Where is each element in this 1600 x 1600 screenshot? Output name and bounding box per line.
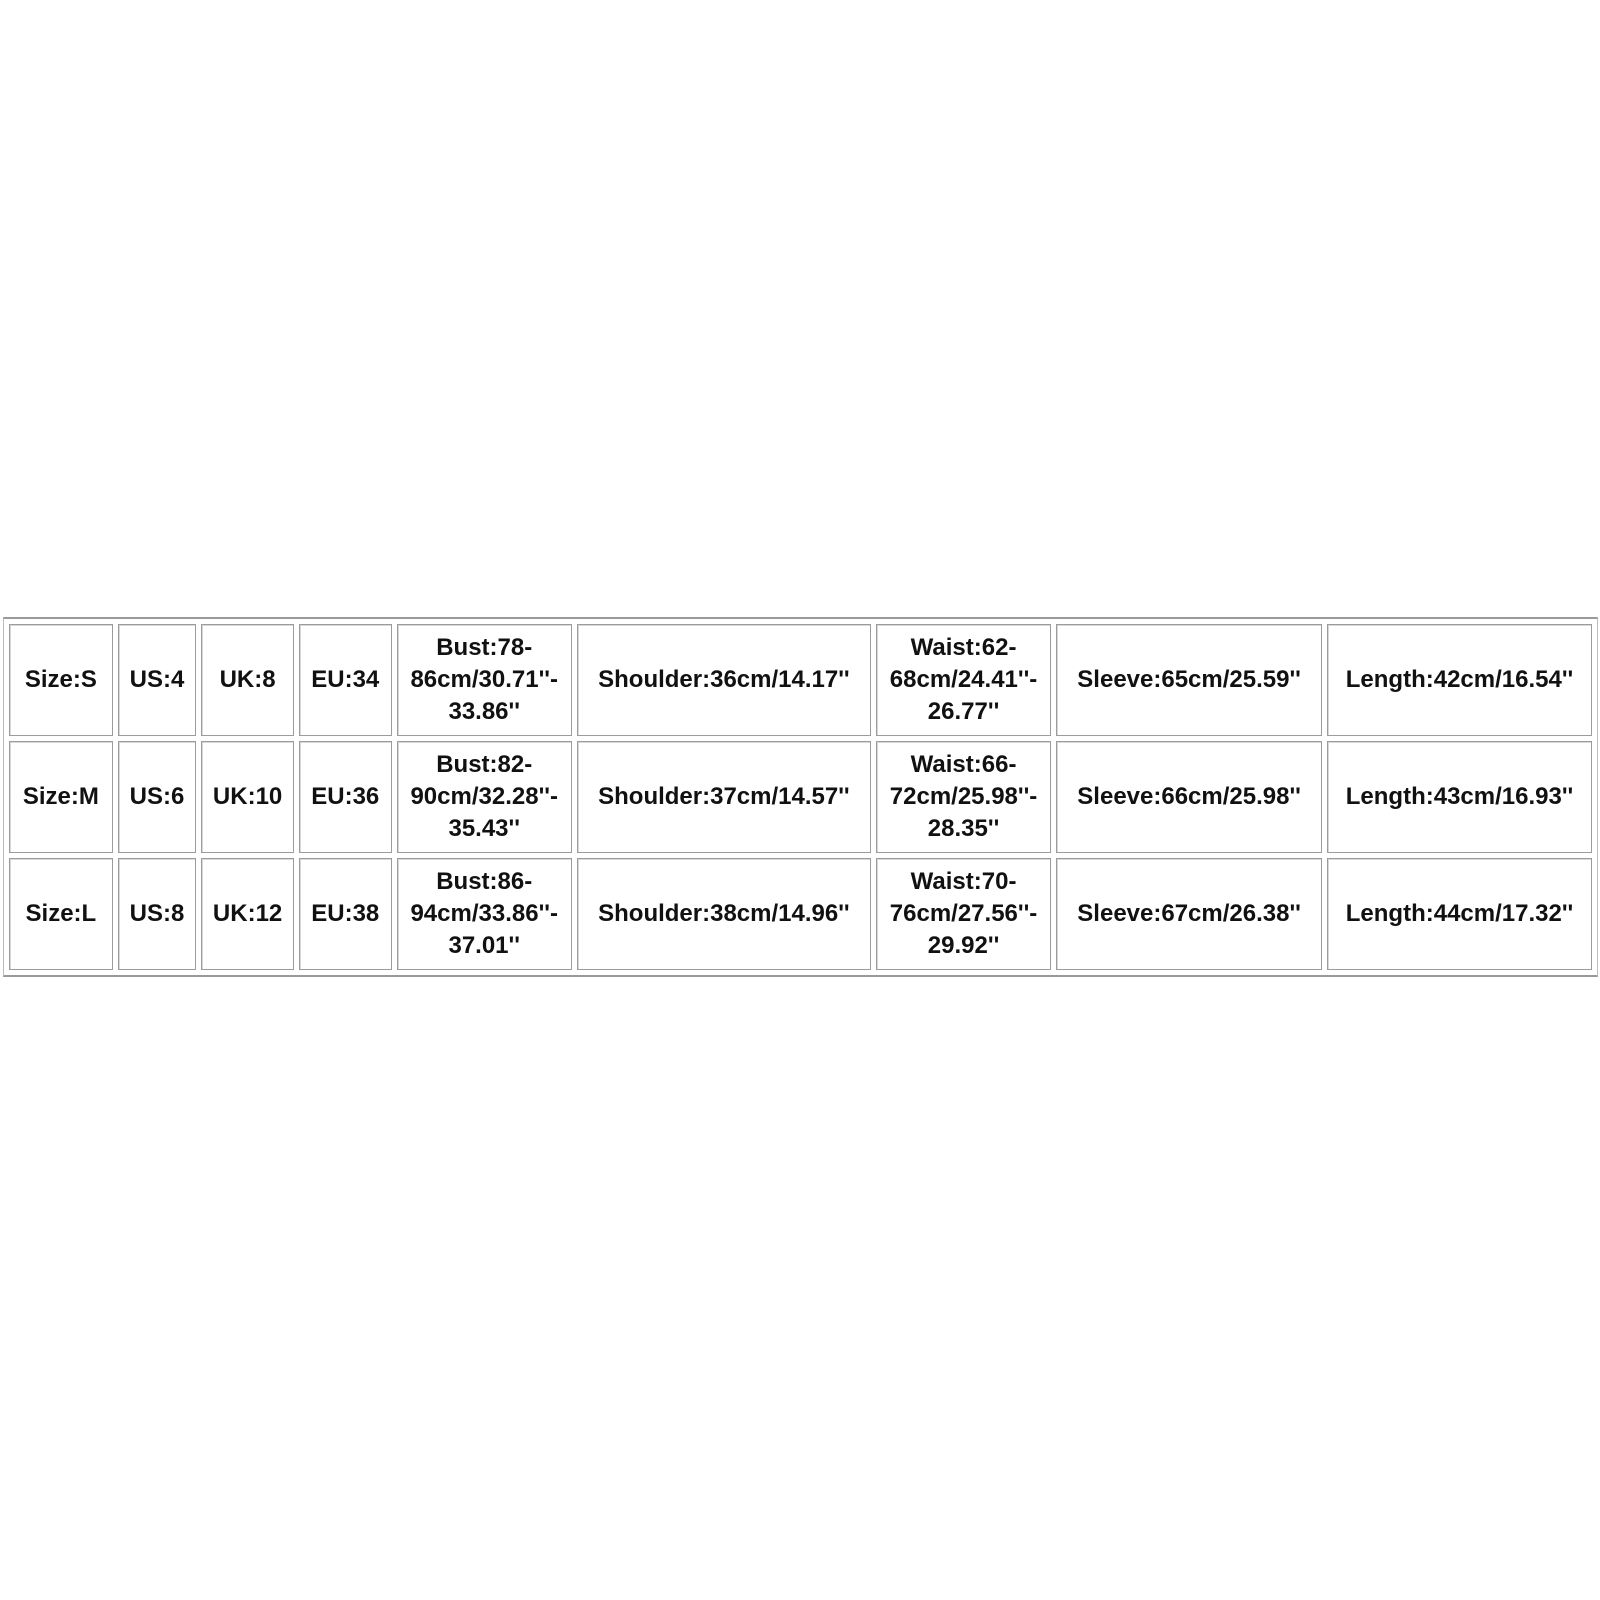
waist-line-2: 68cm/24.41''- [889,666,1038,693]
waist-cell [876,858,1051,970]
bust-cell [397,741,572,853]
bust-line-3: 33.86'' [448,698,520,725]
waist-cell [876,741,1051,853]
waist-line-3: 26.77'' [927,698,1000,725]
eu-size-cell: EU:38 [299,858,392,970]
shoulder-cell: Shoulder:37cm/14.57'' [577,741,871,853]
eu-size-cell: EU:34 [299,624,392,736]
size-chart-table [3,617,1598,977]
bust-line-1: Bust:82- [436,751,533,778]
us-size-cell: US:8 [118,858,197,970]
table-row [9,741,1592,853]
eu-size-cell: EU:36 [299,741,392,853]
bust-line-3: 37.01'' [448,932,520,959]
waist-line-1: Waist:62- [910,634,1017,661]
waist-line-3: 28.35'' [927,815,1000,842]
size-cell: Size:L [9,858,113,970]
length-cell: Length:42cm/16.54'' [1327,624,1592,736]
uk-size-cell: UK:10 [201,741,294,853]
waist-cell [876,624,1051,736]
us-size-cell: US:4 [118,624,197,736]
bust-line-1: Bust:86- [436,868,533,895]
bust-cell [397,624,572,736]
bust-cell [397,858,572,970]
shoulder-cell: Shoulder:36cm/14.17'' [577,624,871,736]
waist-line-1: Waist:66- [910,751,1017,778]
us-size-cell: US:6 [118,741,197,853]
bust-line-2: 86cm/30.71''- [410,666,558,693]
waist-line-2: 76cm/27.56''- [889,900,1038,927]
size-cell: Size:M [9,741,113,853]
waist-line-1: Waist:70- [910,868,1017,895]
sleeve-cell: Sleeve:65cm/25.59'' [1056,624,1322,736]
waist-line-2: 72cm/25.98''- [889,783,1038,810]
bust-line-1: Bust:78- [436,634,533,661]
sleeve-cell: Sleeve:66cm/25.98'' [1056,741,1322,853]
bust-line-2: 90cm/32.28''- [410,783,558,810]
shoulder-cell: Shoulder:38cm/14.96'' [577,858,871,970]
bust-line-2: 94cm/33.86''- [410,900,558,927]
table-row [9,624,1592,736]
length-cell: Length:44cm/17.32'' [1327,858,1592,970]
waist-line-3: 29.92'' [927,932,1000,959]
sleeve-cell: Sleeve:67cm/26.38'' [1056,858,1322,970]
uk-size-cell: UK:12 [201,858,294,970]
size-cell: Size:S [9,624,113,736]
bust-line-3: 35.43'' [448,815,520,842]
length-cell: Length:43cm/16.93'' [1327,741,1592,853]
table-row [9,858,1592,970]
uk-size-cell: UK:8 [201,624,294,736]
